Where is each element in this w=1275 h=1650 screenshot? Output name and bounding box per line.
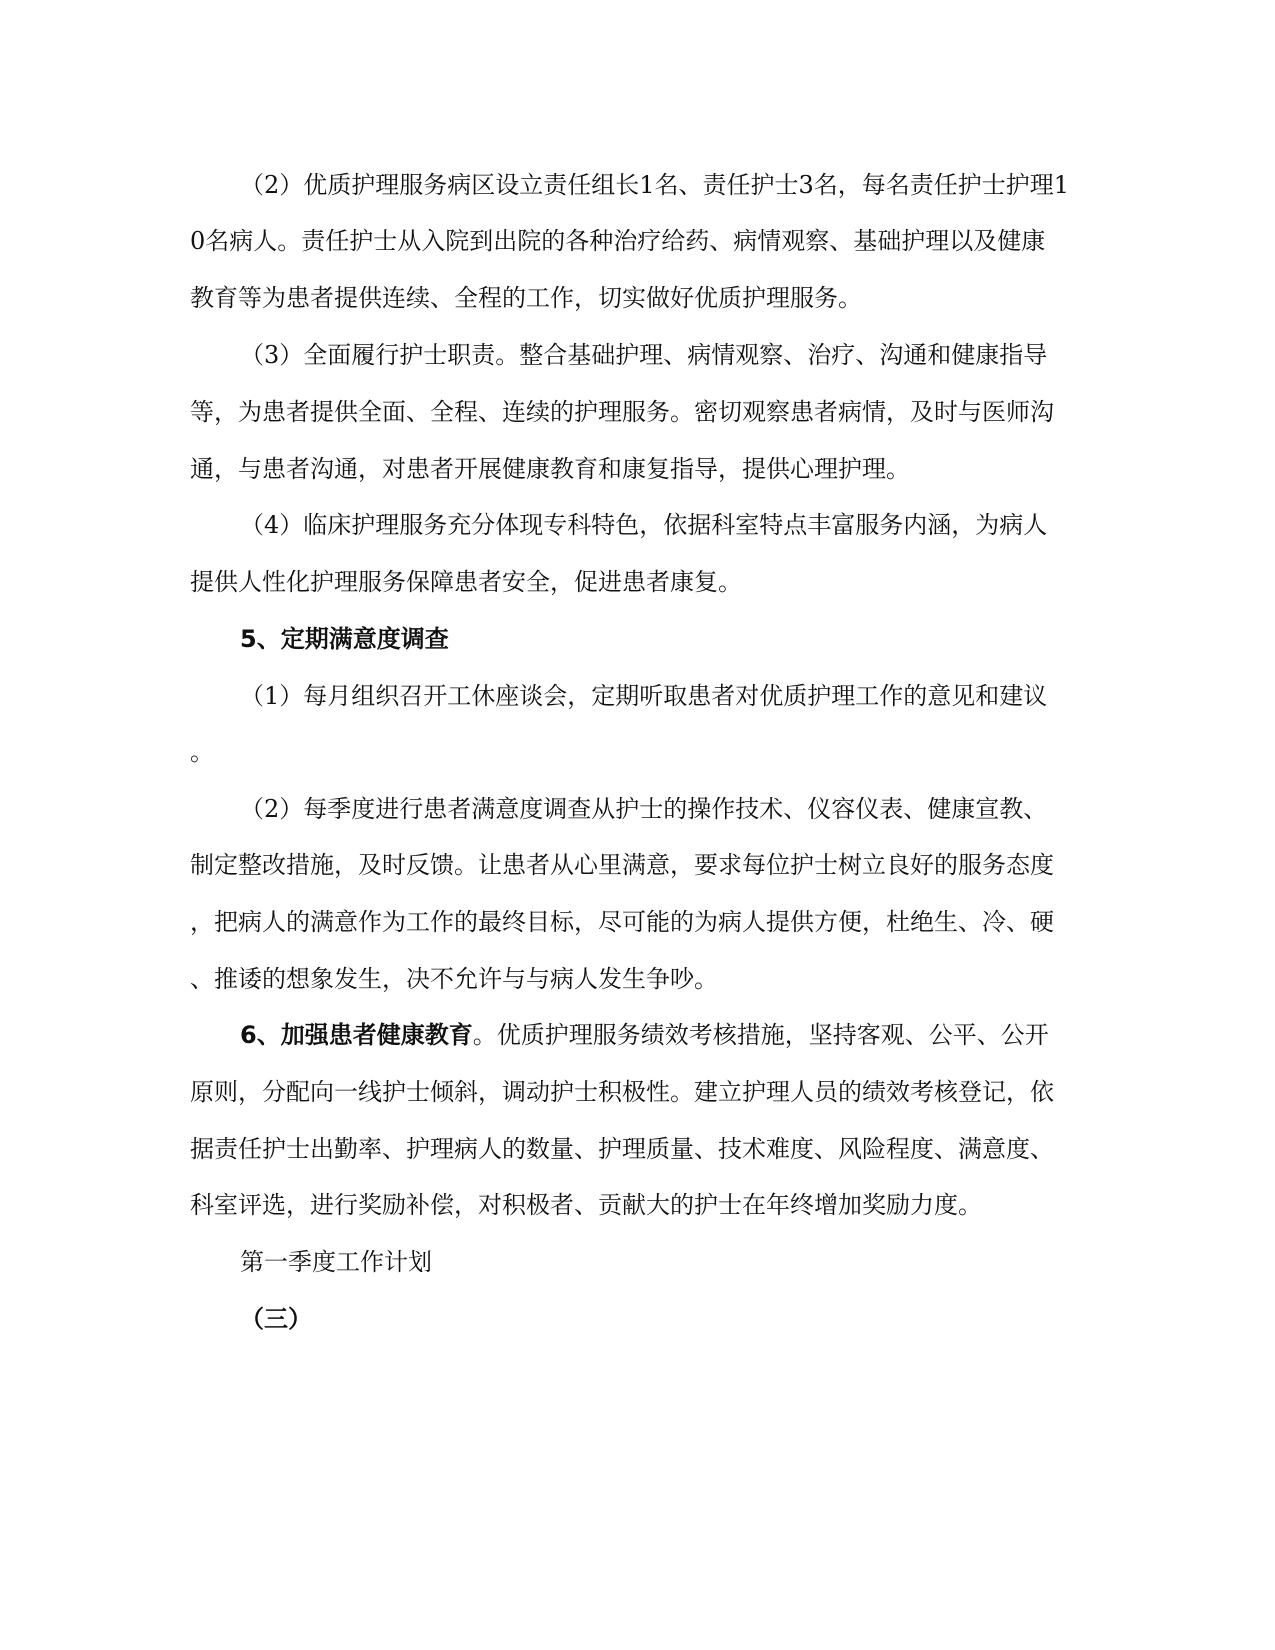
paragraph-2-line-3: 教育等为患者提供连续、全程的工作，切实做好优质护理服务。: [190, 284, 862, 312]
paragraph-3-line-2: 等，为患者提供全面、全程、连续的护理服务。密切观察患者病情，及时与医师沟: [190, 398, 1054, 426]
section-6-text: 。优质护理服务绩效考核措施，坚持客观、公平、公开: [472, 1021, 1049, 1049]
section-6-heading: 6、加强患者健康教育: [240, 1021, 473, 1049]
paragraph-4-line-1: （4）临床护理服务充分体现专科特色，依据科室特点丰富服务内涵，为病人: [240, 511, 1048, 539]
section-6-line-1: [240, 1020, 1140, 1050]
section-3-heading: （三）: [240, 1305, 312, 1333]
paragraph-3-line-3: 通，与患者沟通，对患者开展健康教育和康复指导，提供心理护理。: [190, 455, 910, 483]
paragraph-3-line-1: （3）全面履行护士职责。整合基础护理、病情观察、治疗、沟通和健康指导: [240, 341, 1048, 369]
section-5-heading: 5、定期满意度调查: [240, 625, 449, 653]
paragraph-5-2-line-3: ，把病人的满意作为工作的最终目标，尽可能的为病人提供方便，杜绝生、冷、硬: [190, 908, 1054, 936]
paragraph-5-2-line-1: （2）每季度进行患者满意度调查从护士的操作技术、仪容仪表、健康宣教、: [240, 795, 1048, 823]
paragraph-5-1-line-1: （1）每月组织召开工休座谈会，定期听取患者对优质护理工作的意见和建议: [240, 682, 1048, 710]
paragraph-5-1-line-2: 。: [190, 738, 214, 766]
paragraph-5-2-line-2: 制定整改措施，及时反馈。让患者从心里满意，要求每位护士树立良好的服务态度: [190, 851, 1054, 879]
paragraph-5-2-line-4: 、推诿的想象发生，决不允许与与病人发生争吵。: [190, 965, 718, 993]
paragraph-4-line-2: 提供人性化护理服务保障患者安全，促进患者康复。: [190, 568, 742, 596]
paragraph-2-line-2: 0名病人。责任护士从入院到出院的各种治疗给药、病情观察、基础护理以及健康: [190, 227, 1046, 255]
section-6-line-4: 科室评选，进行奖励补偿，对积极者、贡献大的护士在年终增加奖励力度。: [190, 1191, 982, 1219]
paragraph-2-line-1: （2）优质护理服务病区设立责任组长1名、责任护士3名，每名责任护士护理1: [240, 171, 1070, 199]
section-6-line-3: 据责任护士出勤率、护理病人的数量、护理质量、技术难度、风险程度、满意度、: [190, 1135, 1054, 1163]
section-6-line-2: 原则，分配向一线护士倾斜，调动护士积极性。建立护理人员的绩效考核登记，依: [190, 1078, 1054, 1106]
plan-title: 第一季度工作计划: [240, 1248, 432, 1276]
